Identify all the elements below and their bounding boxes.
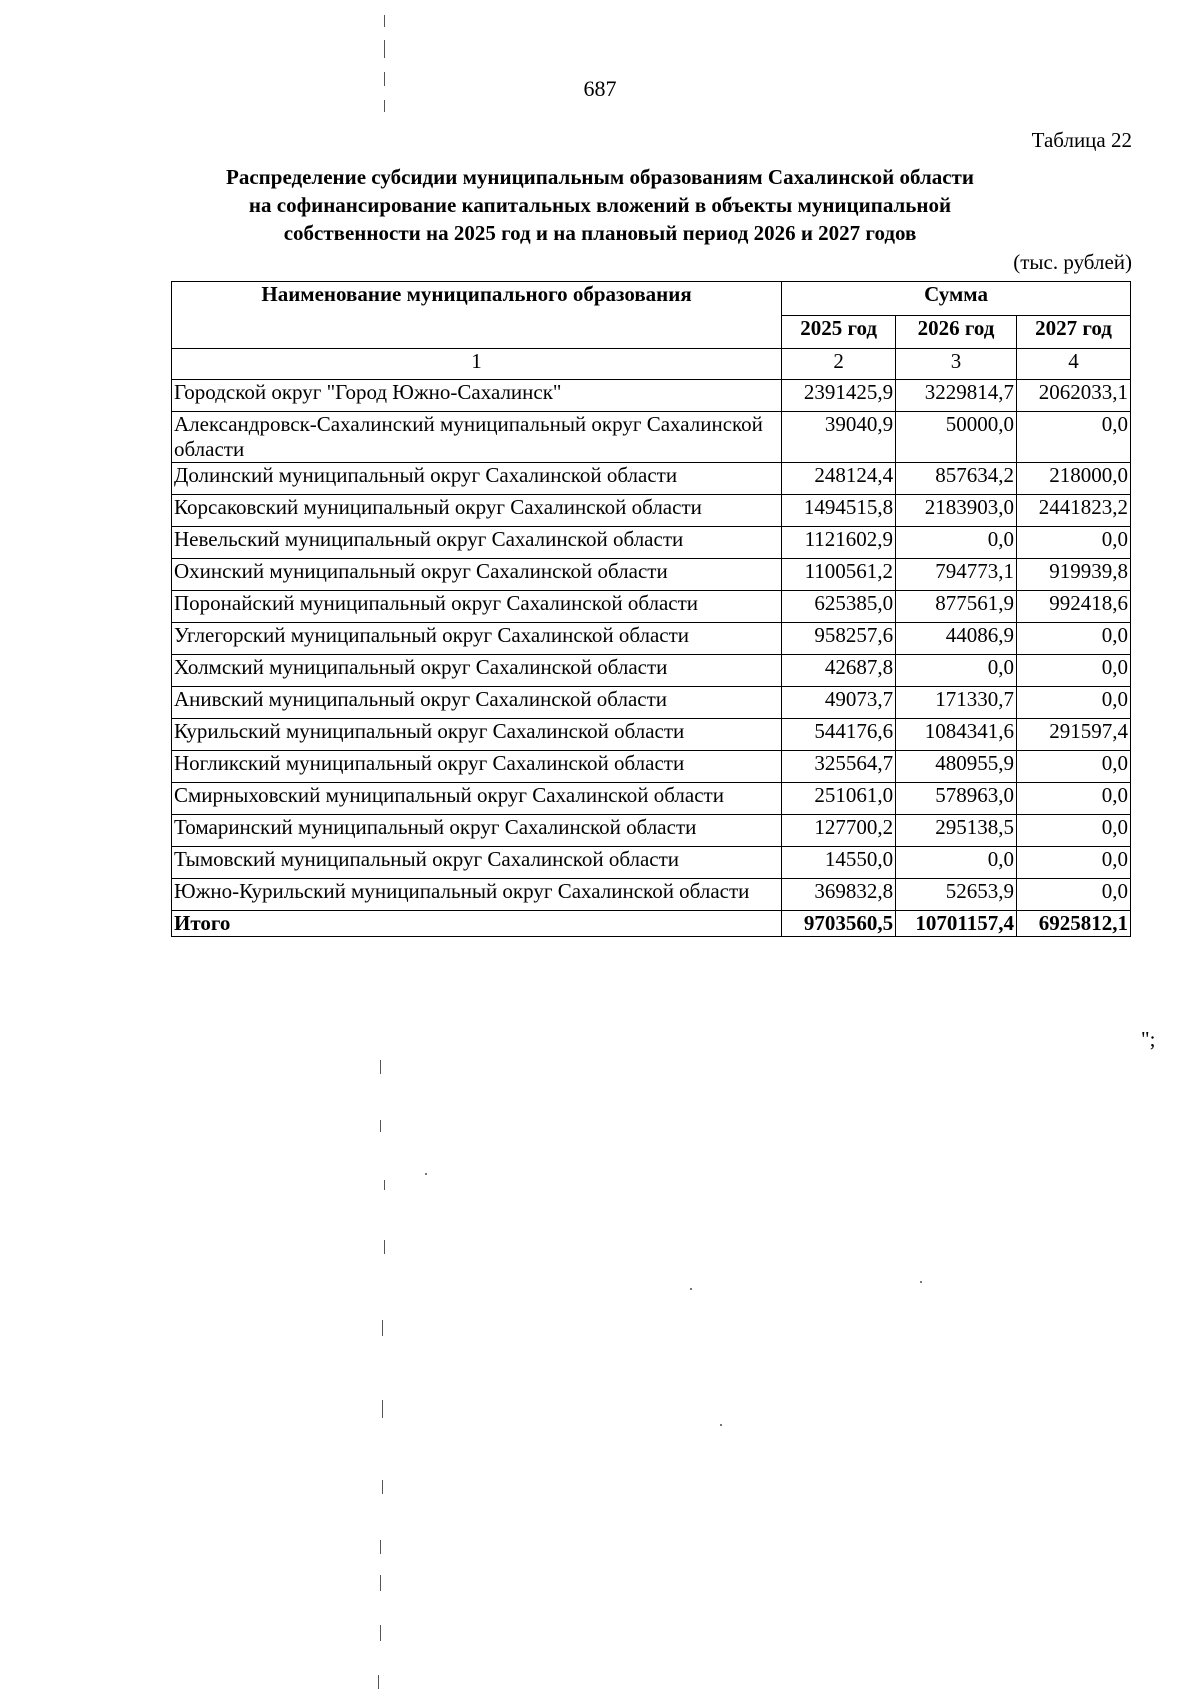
municipality-name: Поронайский муниципальный округ Сахалинской области (172, 591, 782, 623)
scan-artifact (380, 1575, 381, 1591)
scan-artifact (920, 1281, 922, 1283)
scan-artifact (384, 72, 385, 86)
title-line: собственности на 2025 год и на плановый период 2026 и 2027 годов (283, 221, 917, 245)
table-body (172, 380, 1131, 911)
scan-artifact (380, 1625, 381, 1641)
value-2026: 0,0 (896, 847, 1017, 879)
value-2026: 877561,9 (896, 591, 1017, 623)
value-2026: 44086,9 (896, 623, 1017, 655)
total-row (172, 911, 1131, 937)
table-row (172, 559, 1131, 591)
value-2025: 1494515,8 (782, 495, 896, 527)
table-row (172, 719, 1131, 751)
municipality-name: Углегорский муниципальный округ Сахалинской области (172, 623, 782, 655)
value-2025: 248124,4 (782, 463, 896, 495)
value-2026: 857634,2 (896, 463, 1017, 495)
value-2027: 0,0 (1017, 815, 1131, 847)
municipality-name: Невельский муниципальный округ Сахалинской области (172, 527, 782, 559)
value-2025: 544176,6 (782, 719, 896, 751)
scan-artifact (690, 1288, 692, 1290)
table-row (172, 623, 1131, 655)
value-2026: 50000,0 (896, 412, 1017, 463)
column-number: 2 (782, 349, 896, 380)
value-2027: 218000,0 (1017, 463, 1131, 495)
name-column-header: Наименование муниципального образования (172, 282, 782, 349)
scan-artifact (384, 100, 385, 112)
value-2026: 2183903,0 (896, 495, 1017, 527)
municipality-name: Долинский муниципальный округ Сахалинской области (172, 463, 782, 495)
value-2027: 0,0 (1017, 412, 1131, 463)
value-2025: 42687,8 (782, 655, 896, 687)
value-2026: 578963,0 (896, 783, 1017, 815)
scan-artifact (380, 1120, 381, 1132)
table-row (172, 655, 1131, 687)
value-2025: 127700,2 (782, 815, 896, 847)
scan-artifact (384, 15, 385, 27)
value-2025: 2391425,9 (782, 380, 896, 412)
value-2027: 291597,4 (1017, 719, 1131, 751)
value-2027: 2062033,1 (1017, 380, 1131, 412)
closing-quote: "; (1141, 1027, 1156, 1051)
municipality-name: Анивский муниципальный округ Сахалинской области (172, 687, 782, 719)
value-2026: 52653,9 (896, 879, 1017, 911)
value-2025: 958257,6 (782, 623, 896, 655)
value-2027: 0,0 (1017, 847, 1131, 879)
units-label: (тыс. рублей) (1013, 250, 1132, 274)
table-row (172, 412, 1131, 463)
value-2027: 0,0 (1017, 783, 1131, 815)
value-2027: 2441823,2 (1017, 495, 1131, 527)
table-row (172, 783, 1131, 815)
document-title (160, 163, 1040, 247)
value-2026: 0,0 (896, 655, 1017, 687)
scan-artifact (382, 1320, 383, 1336)
value-2026: 1084341,6 (896, 719, 1017, 751)
value-2025: 14550,0 (782, 847, 896, 879)
table-row (172, 751, 1131, 783)
municipality-name: Курильский муниципальный округ Сахалинской области (172, 719, 782, 751)
sum-column-header: Сумма (782, 282, 1131, 316)
title-line: на софинансирование капитальных вложений в объекты муниципальной (248, 193, 952, 217)
value-2025: 49073,7 (782, 687, 896, 719)
municipality-name: Холмский муниципальный округ Сахалинской области (172, 655, 782, 687)
municipality-name: Тымовский муниципальный округ Сахалинской области (172, 847, 782, 879)
value-2025: 325564,7 (782, 751, 896, 783)
value-2025: 1100561,2 (782, 559, 896, 591)
municipality-name: Корсаковский муниципальный округ Сахалинской области (172, 495, 782, 527)
scan-artifact (384, 1240, 385, 1254)
value-2025: 625385,0 (782, 591, 896, 623)
value-2027: 0,0 (1017, 751, 1131, 783)
value-2026: 480955,9 (896, 751, 1017, 783)
value-2027: 0,0 (1017, 623, 1131, 655)
table-row (172, 495, 1131, 527)
scan-artifact (380, 1060, 381, 1074)
title-line: Распределение субсидии муниципальным образованиям Сахалинской области (226, 165, 974, 189)
municipality-name: Городской округ "Город Южно-Сахалинск" (172, 380, 782, 412)
table-row (172, 463, 1131, 495)
value-2027: 0,0 (1017, 687, 1131, 719)
value-2025: 369832,8 (782, 879, 896, 911)
table-row (172, 527, 1131, 559)
value-2026: 171330,7 (896, 687, 1017, 719)
table-row (172, 815, 1131, 847)
value-2025: 251061,0 (782, 783, 896, 815)
subsidy-table (171, 281, 1131, 937)
column-number: 1 (172, 349, 782, 380)
table-row (172, 591, 1131, 623)
total-label: Итого (172, 911, 782, 937)
scan-artifact (382, 1400, 383, 1418)
scan-artifact (382, 1480, 383, 1494)
table-row (172, 879, 1131, 911)
municipality-name: Южно-Курильский муниципальный округ Сахалинской области (172, 879, 782, 911)
value-2027: 0,0 (1017, 655, 1131, 687)
year-header-2025: 2025 год (782, 316, 896, 349)
scan-artifact (720, 1424, 722, 1426)
municipality-name: Смирныховский муниципальный округ Сахалинской области (172, 783, 782, 815)
municipality-name: Ногликский муниципальный округ Сахалинской области (172, 751, 782, 783)
value-2027: 992418,6 (1017, 591, 1131, 623)
year-header-2027: 2027 год (1017, 316, 1131, 349)
value-2026: 794773,1 (896, 559, 1017, 591)
value-2025: 39040,9 (782, 412, 896, 463)
page-number: 687 (583, 76, 617, 101)
year-header-2026: 2026 год (896, 316, 1017, 349)
scan-artifact (380, 1540, 381, 1554)
value-2026: 295138,5 (896, 815, 1017, 847)
total-2027: 6925812,1 (1017, 911, 1131, 937)
scan-artifact (378, 1675, 379, 1689)
column-number: 3 (896, 349, 1017, 380)
municipality-name: Томаринский муниципальный округ Сахалинской области (172, 815, 782, 847)
table-row (172, 380, 1131, 412)
total-2025: 9703560,5 (782, 911, 896, 937)
table-label: Таблица 22 (1031, 128, 1132, 152)
scan-artifact (384, 40, 385, 58)
table-row (172, 687, 1131, 719)
value-2026: 3229814,7 (896, 380, 1017, 412)
scan-artifact (425, 1173, 427, 1175)
value-2027: 0,0 (1017, 879, 1131, 911)
municipality-name: Охинский муниципальный округ Сахалинской области (172, 559, 782, 591)
column-number: 4 (1017, 349, 1131, 380)
table-row (172, 847, 1131, 879)
total-2026: 10701157,4 (896, 911, 1017, 937)
value-2027: 919939,8 (1017, 559, 1131, 591)
municipality-name: Александровск-Сахалинский муниципальный округ Сахалинской области (172, 412, 782, 463)
scan-artifact (384, 1180, 385, 1190)
value-2027: 0,0 (1017, 527, 1131, 559)
value-2026: 0,0 (896, 527, 1017, 559)
value-2025: 1121602,9 (782, 527, 896, 559)
